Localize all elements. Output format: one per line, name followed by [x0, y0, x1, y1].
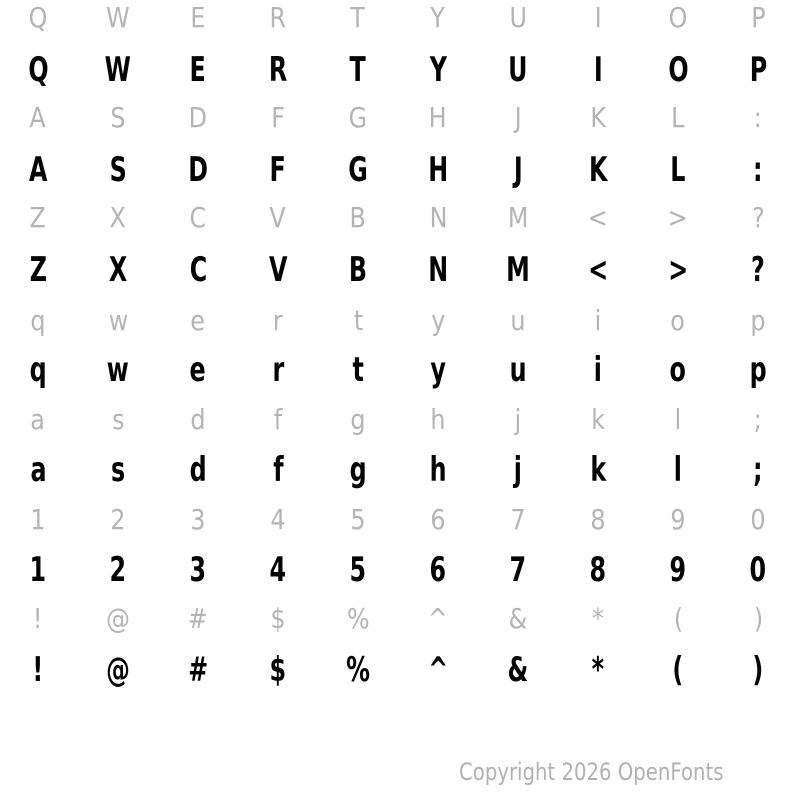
glyph: *: [592, 601, 604, 635]
glyph-cell: [78, 442, 158, 498]
specimen-row-gray: [0, 0, 800, 45]
glyph-cell: [718, 642, 798, 698]
glyph: j: [514, 402, 522, 436]
glyph: @: [106, 601, 130, 635]
glyph: R: [269, 0, 287, 34]
glyph-cell: [0, 391, 78, 447]
glyph: E: [189, 50, 207, 90]
glyph-cell: [398, 391, 478, 447]
glyph: o: [669, 350, 687, 390]
glyph: N: [428, 250, 448, 290]
glyph-cell: [398, 590, 478, 646]
glyph-cell: [318, 189, 398, 245]
glyph-cell: [478, 292, 558, 348]
glyph-cell: [158, 642, 238, 698]
glyph-cell: [158, 189, 238, 245]
glyph: P: [749, 50, 767, 90]
glyph: l: [673, 450, 683, 490]
glyph: M: [507, 200, 529, 234]
glyph-cell: [478, 189, 558, 245]
glyph-cell: [478, 0, 558, 45]
glyph-cell: [318, 89, 398, 145]
glyph-cell: [718, 292, 798, 348]
glyph: #: [188, 601, 208, 635]
glyph: O: [667, 50, 689, 90]
glyph-cell: [638, 642, 718, 698]
glyph: t: [352, 350, 364, 390]
glyph-cell: [78, 292, 158, 348]
glyph: B: [348, 250, 368, 290]
glyph-cell: [78, 89, 158, 145]
glyph: >: [668, 250, 688, 290]
glyph: W: [104, 50, 132, 90]
glyph-cell: [158, 491, 238, 547]
glyph: H: [429, 100, 447, 134]
glyph: h: [429, 450, 447, 490]
glyph: 6: [429, 550, 447, 590]
specimen-row-gray: [0, 391, 800, 447]
glyph: J: [514, 100, 522, 134]
glyph-cell: [718, 491, 798, 547]
glyph: &: [507, 650, 529, 690]
glyph: F: [271, 100, 285, 134]
glyph-cell: [238, 342, 318, 398]
glyph-cell: [238, 642, 318, 698]
glyph: 8: [589, 550, 607, 590]
glyph: w: [106, 350, 129, 390]
glyph: d: [190, 402, 206, 436]
glyph: s: [111, 402, 125, 436]
glyph: A: [28, 150, 48, 190]
glyph-cell: [238, 590, 318, 646]
glyph: g: [350, 402, 366, 436]
glyph-cell: [0, 89, 78, 145]
specimen-row-bold: [0, 242, 800, 298]
copyright-label: Copyright 2026 OpenFonts: [458, 758, 723, 786]
glyph: G: [348, 150, 368, 190]
glyph-cell: [318, 242, 398, 298]
glyph-cell: [78, 342, 158, 398]
glyph: p: [750, 303, 766, 337]
glyph-cell: [558, 342, 638, 398]
glyph-cell: [158, 391, 238, 447]
glyph: s: [110, 450, 126, 490]
glyph: 9: [670, 502, 686, 536]
glyph: 3: [189, 550, 207, 590]
glyph-cell: [398, 242, 478, 298]
glyph-cell: [318, 442, 398, 498]
glyph: K: [588, 150, 608, 190]
glyph-cell: [718, 442, 798, 498]
glyph: Y: [430, 0, 446, 34]
glyph-cell: [718, 391, 798, 447]
glyph-cell: [558, 391, 638, 447]
glyph: E: [190, 0, 206, 34]
specimen-row-gray: [0, 491, 800, 547]
glyph: f: [272, 450, 284, 490]
glyph: W: [106, 0, 130, 34]
glyph: $: [270, 601, 286, 635]
glyph: L: [670, 150, 686, 190]
glyph: 8: [590, 502, 606, 536]
glyph-cell: [478, 590, 558, 646]
glyph-cell: [158, 0, 238, 45]
glyph-cell: [558, 89, 638, 145]
glyph: 1: [29, 550, 47, 590]
glyph: <: [588, 250, 608, 290]
glyph: ^: [428, 650, 448, 690]
glyph-cell: [78, 391, 158, 447]
glyph-cell: [478, 391, 558, 447]
glyph: (: [672, 650, 684, 690]
glyph-cell: [238, 89, 318, 145]
glyph-cell: [318, 342, 398, 398]
glyph: I: [594, 0, 602, 34]
glyph-cell: [558, 0, 638, 45]
glyph: X: [108, 250, 128, 290]
specimen-row-gray: [0, 89, 800, 145]
glyph-cell: [638, 590, 718, 646]
glyph: ): [753, 601, 763, 635]
glyph: i: [594, 303, 602, 337]
glyph-cell: [398, 292, 478, 348]
glyph: I: [593, 50, 603, 90]
glyph: C: [189, 200, 207, 234]
glyph: d: [189, 450, 207, 490]
glyph-cell: [238, 442, 318, 498]
glyph: >: [668, 200, 688, 234]
glyph: ?: [751, 250, 765, 290]
glyph: (: [673, 601, 683, 635]
glyph-cell: [638, 442, 718, 498]
glyph-cell: [638, 0, 718, 45]
glyph: ): [752, 650, 764, 690]
glyph-cell: [718, 89, 798, 145]
glyph: 6: [430, 502, 446, 536]
glyph-cell: [558, 590, 638, 646]
glyph-cell: [78, 590, 158, 646]
glyph: D: [188, 100, 208, 134]
glyph: f: [273, 402, 283, 436]
glyph: N: [429, 200, 447, 234]
glyph: &: [508, 601, 528, 635]
glyph: L: [671, 100, 685, 134]
glyph-cell: [158, 242, 238, 298]
glyph: e: [189, 350, 207, 390]
specimen-row-bold: [0, 642, 800, 698]
glyph-cell: [78, 242, 158, 298]
glyph-cell: [638, 242, 718, 298]
glyph: 0: [749, 550, 767, 590]
glyph: r: [272, 350, 284, 390]
glyph: *: [591, 650, 605, 690]
glyph: A: [29, 100, 47, 134]
glyph-cell: [398, 342, 478, 398]
glyph: F: [269, 150, 287, 190]
glyph-cell: [478, 442, 558, 498]
glyph: C: [189, 250, 207, 290]
specimen-row-bold: [0, 342, 800, 398]
copyright-text: [401, 757, 723, 787]
glyph-cell: [0, 189, 78, 245]
glyph-cell: [558, 292, 638, 348]
glyph: 5: [350, 502, 366, 536]
glyph: ?: [751, 200, 765, 234]
glyph: V: [268, 250, 288, 290]
glyph-cell: [318, 491, 398, 547]
glyph-cell: [398, 189, 478, 245]
glyph: 2: [110, 502, 126, 536]
glyph: !: [32, 650, 44, 690]
glyph: M: [506, 250, 530, 290]
glyph-cell: [398, 442, 478, 498]
glyph: r: [273, 303, 283, 337]
glyph-cell: [78, 642, 158, 698]
glyph-cell: [0, 342, 78, 398]
specimen-row-gray: [0, 590, 800, 646]
glyph: e: [190, 303, 206, 337]
glyph: ;: [753, 450, 763, 490]
glyph: :: [753, 150, 763, 190]
glyph: D: [188, 150, 208, 190]
glyph: B: [349, 200, 367, 234]
glyph: 9: [669, 550, 687, 590]
glyph: a: [30, 402, 46, 436]
glyph-cell: [478, 89, 558, 145]
glyph-cell: [398, 491, 478, 547]
glyph: 3: [190, 502, 206, 536]
glyph: 1: [30, 502, 46, 536]
glyph: w: [108, 303, 128, 337]
glyph: S: [109, 150, 127, 190]
glyph: q: [30, 303, 46, 337]
glyph: y: [430, 303, 446, 337]
glyph: 4: [269, 550, 287, 590]
glyph-cell: [318, 590, 398, 646]
glyph-cell: [0, 0, 78, 45]
glyph: O: [668, 0, 688, 34]
glyph: a: [29, 450, 47, 490]
glyph: y: [430, 350, 446, 390]
glyph-cell: [238, 292, 318, 348]
glyph: %: [346, 650, 370, 690]
glyph: k: [591, 402, 605, 436]
glyph: t: [353, 303, 363, 337]
glyph: g: [349, 450, 367, 490]
glyph: G: [348, 100, 368, 134]
glyph-cell: [638, 342, 718, 398]
glyph: U: [508, 50, 528, 90]
glyph-cell: [638, 189, 718, 245]
glyph: u: [510, 303, 526, 337]
glyph-cell: [0, 442, 78, 498]
glyph-cell: [638, 292, 718, 348]
glyph: X: [109, 200, 127, 234]
glyph: Q: [27, 50, 49, 90]
glyph-cell: [478, 642, 558, 698]
glyph: !: [33, 601, 43, 635]
glyph: l: [674, 402, 682, 436]
glyph-cell: [238, 242, 318, 298]
glyph-cell: [158, 590, 238, 646]
glyph-cell: [478, 342, 558, 398]
specimen-row-gray: [0, 189, 800, 245]
glyph-cell: [0, 292, 78, 348]
glyph: S: [110, 100, 126, 134]
glyph: 2: [109, 550, 127, 590]
glyph: K: [590, 100, 606, 134]
glyph: 4: [270, 502, 286, 536]
glyph-cell: [398, 89, 478, 145]
glyph-cell: [718, 189, 798, 245]
glyph: H: [428, 150, 448, 190]
glyph-cell: [638, 89, 718, 145]
glyph-cell: [0, 242, 78, 298]
glyph-cell: [78, 189, 158, 245]
glyph: @: [106, 650, 130, 690]
glyph: <: [588, 200, 608, 234]
glyph-cell: [78, 0, 158, 45]
glyph: h: [430, 402, 446, 436]
glyph: Z: [29, 250, 47, 290]
glyph: k: [590, 450, 606, 490]
glyph-cell: [238, 189, 318, 245]
glyph: 5: [349, 550, 367, 590]
glyph-cell: [718, 0, 798, 45]
glyph: o: [670, 303, 686, 337]
glyph: ^: [428, 601, 448, 635]
glyph-cell: [718, 342, 798, 398]
glyph: Q: [28, 0, 48, 34]
glyph-cell: [238, 0, 318, 45]
glyph: U: [509, 0, 527, 34]
glyph: p: [749, 350, 767, 390]
glyph: J: [513, 150, 523, 190]
glyph-cell: [398, 0, 478, 45]
glyph: 7: [509, 550, 527, 590]
glyph-cell: [78, 491, 158, 547]
glyph-cell: [158, 442, 238, 498]
glyph-cell: [158, 342, 238, 398]
glyph: $: [269, 650, 287, 690]
glyph-cell: [718, 242, 798, 298]
glyph-cell: [318, 391, 398, 447]
glyph: %: [346, 601, 370, 635]
glyph-cell: [238, 491, 318, 547]
glyph-cell: [478, 242, 558, 298]
glyph-cell: [318, 642, 398, 698]
glyph-cell: [558, 642, 638, 698]
glyph-cell: [478, 491, 558, 547]
glyph-cell: [398, 642, 478, 698]
glyph-cell: [638, 491, 718, 547]
glyph: #: [188, 650, 208, 690]
glyph-cell: [558, 442, 638, 498]
glyph-cell: [0, 642, 78, 698]
glyph: :: [753, 100, 763, 134]
glyph-cell: [238, 391, 318, 447]
specimen-row-bold: [0, 442, 800, 498]
glyph-cell: [158, 292, 238, 348]
glyph-cell: [558, 189, 638, 245]
glyph-cell: [158, 89, 238, 145]
glyph-cell: [638, 391, 718, 447]
glyph: i: [593, 350, 603, 390]
glyph: R: [268, 50, 288, 90]
glyph: j: [513, 450, 523, 490]
glyph-cell: [718, 590, 798, 646]
glyph: Z: [29, 200, 47, 234]
glyph-cell: [558, 491, 638, 547]
glyph-cell: [318, 0, 398, 45]
glyph: ;: [753, 402, 763, 436]
glyph: T: [350, 0, 366, 34]
glyph-cell: [0, 590, 78, 646]
glyph: P: [750, 0, 766, 34]
glyph: V: [269, 200, 287, 234]
glyph: u: [509, 350, 527, 390]
glyph: 7: [510, 502, 526, 536]
glyph: q: [29, 350, 47, 390]
glyph: Y: [429, 50, 447, 90]
glyph: 0: [750, 502, 766, 536]
specimen-row-gray: [0, 292, 800, 348]
glyph: T: [349, 50, 367, 90]
glyph-cell: [0, 491, 78, 547]
glyph-cell: [318, 292, 398, 348]
glyph-cell: [558, 242, 638, 298]
